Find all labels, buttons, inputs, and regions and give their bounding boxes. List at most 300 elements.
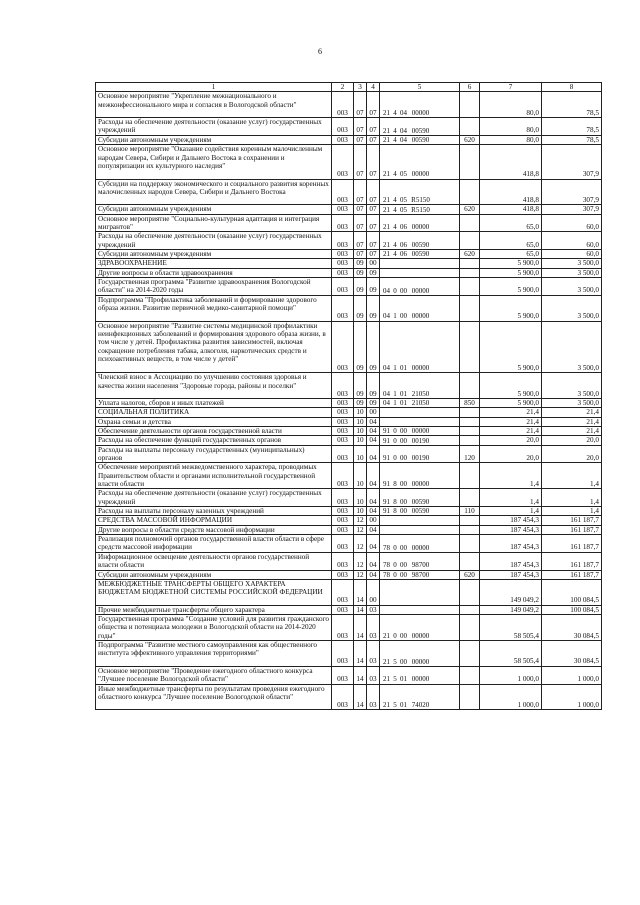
section-code: 09 [354, 373, 367, 399]
subprogram-code: 4 [393, 240, 397, 249]
amount-col8: 60,0 [542, 214, 602, 232]
main-activity-code: 05 [400, 196, 407, 205]
table-row [96, 408, 602, 417]
expense-type-code [460, 417, 480, 426]
admin-code: 003 [332, 259, 354, 268]
direction-code: 98700 [411, 561, 430, 570]
subprogram-code: 8 [393, 507, 397, 516]
amount-col8: 3 500,0 [542, 278, 602, 296]
program-code: 04 [383, 312, 390, 321]
amount-col7: 21,4 [480, 417, 542, 426]
subsection-code: 04 [367, 445, 380, 463]
target-article-code [380, 489, 460, 507]
row-name: Иные межбюджетные трансферты по результатам проведения ежегодного областного конкурса "Лучшее поселение Вологодской области" [96, 684, 332, 710]
expense-type-code [460, 615, 480, 641]
table-row [96, 535, 602, 553]
admin-code: 003 [332, 398, 354, 407]
direction-code: 00000 [411, 543, 430, 552]
subprogram-code: 1 [393, 364, 397, 373]
admin-code: 003 [332, 321, 354, 373]
row-name: ЗДРАВООХРАНЕНИЕ [96, 259, 332, 268]
row-name: Расходы на обеспечение деятельности (оказание услуг) государственных учреждений [96, 118, 332, 136]
table-row [96, 579, 602, 605]
section-code: 07 [354, 232, 367, 250]
subprogram-code: 0 [393, 286, 397, 295]
admin-code: 003 [332, 666, 354, 684]
section-code: 07 [354, 145, 367, 179]
admin-code: 003 [332, 579, 354, 605]
subsection-code: 04 [367, 427, 380, 436]
direction-code: 98700 [411, 570, 430, 579]
expense-type-code [460, 259, 480, 268]
table-row [96, 214, 602, 232]
amount-col8: 307,9 [542, 205, 602, 214]
table-row [96, 463, 602, 489]
subsection-code: 07 [367, 232, 380, 250]
column-number: 1 [96, 83, 332, 92]
amount-col7: 187 454,3 [480, 516, 542, 525]
main-activity-code: 06 [400, 223, 407, 232]
subsection-code: 09 [367, 295, 380, 321]
admin-code: 003 [332, 268, 354, 277]
amount-col8: 3 500,0 [542, 373, 602, 399]
row-name: Субсидии автономным учреждениям [96, 570, 332, 579]
section-code: 10 [354, 408, 367, 417]
row-name: Субсидии автономным учреждениям [96, 205, 332, 214]
admin-code: 003 [332, 445, 354, 463]
amount-col7: 187 454,3 [480, 552, 542, 570]
expense-type-code: 120 [460, 445, 480, 463]
subprogram-code: 4 [393, 109, 397, 118]
expense-type-code [460, 516, 480, 525]
table-row [96, 427, 602, 436]
program-code: 04 [383, 399, 390, 408]
target-article-code [380, 463, 460, 489]
amount-col7: 418,8 [480, 179, 542, 205]
main-activity-code: 05 [400, 205, 407, 214]
column-number: 7 [480, 83, 542, 92]
section-code: 12 [354, 552, 367, 570]
program-code: 21 [383, 223, 390, 232]
direction-code: 00590 [411, 240, 430, 249]
table-row [96, 295, 602, 321]
direction-code: R5150 [411, 205, 430, 214]
amount-col7: 5 900,0 [480, 268, 542, 277]
column-number: 3 [354, 83, 367, 92]
admin-code: 003 [332, 463, 354, 489]
target-article-code [380, 427, 460, 436]
expense-type-code [460, 436, 480, 445]
row-name: Другие вопросы в области средств массовой информации [96, 525, 332, 534]
section-code: 12 [354, 525, 367, 534]
program-code: 21 [383, 205, 390, 214]
main-activity-code: 00 [400, 570, 407, 579]
section-code: 07 [354, 92, 367, 118]
table-row [96, 666, 602, 684]
program-code: 21 [383, 631, 390, 640]
section-code: 12 [354, 535, 367, 553]
expense-type-code [460, 268, 480, 277]
amount-col7: 1,4 [480, 489, 542, 507]
subsection-code: 09 [367, 321, 380, 373]
expense-type-code [460, 321, 480, 373]
main-activity-code: 06 [400, 240, 407, 249]
section-code: 14 [354, 579, 367, 605]
amount-col7: 58 505,4 [480, 641, 542, 667]
amount-col7: 20,0 [480, 445, 542, 463]
table-row [96, 205, 602, 214]
row-name: Основное мероприятие "Оказание содействия коренным малочисленным народам Севера, Сибири и Дальнего Востока в сохранении и популяризации их культурного наследия" [96, 145, 332, 179]
table-row [96, 259, 602, 268]
amount-col7: 65,0 [480, 232, 542, 250]
row-name: Расходы на обеспечение функций государственных органов [96, 436, 332, 445]
main-activity-code: 00 [400, 507, 407, 516]
expense-type-code [460, 666, 480, 684]
subprogram-code: 0 [393, 436, 397, 445]
amount-col8: 100 084,5 [542, 605, 602, 614]
row-name: Государственная программа "Создание условий для развития гражданского общества и потенциала молодежи в Вологодской области на 2014-2020 годы" [96, 615, 332, 641]
table-row [96, 417, 602, 426]
row-name: Подпрограмма "Развитие местного самоуправления как общественного института эффективного управления территориями" [96, 641, 332, 667]
subsection-code: 09 [367, 373, 380, 399]
expense-type-code [460, 92, 480, 118]
row-name: Расходы на обеспечение деятельности (оказание услуг) государственных учреждений [96, 489, 332, 507]
subprogram-code: 1 [393, 389, 397, 398]
admin-code: 003 [332, 507, 354, 516]
direction-code: 00000 [411, 170, 430, 179]
amount-col7: 149 049,2 [480, 605, 542, 614]
section-code: 10 [354, 507, 367, 516]
admin-code: 003 [332, 295, 354, 321]
admin-code: 003 [332, 427, 354, 436]
amount-col7: 1,4 [480, 507, 542, 516]
section-code: 10 [354, 463, 367, 489]
amount-col7: 5 900,0 [480, 321, 542, 373]
section-code: 07 [354, 250, 367, 259]
table-row [96, 684, 602, 710]
section-code: 09 [354, 268, 367, 277]
amount-col8: 1,4 [542, 507, 602, 516]
target-article-code [380, 516, 460, 525]
target-article-code [380, 278, 460, 296]
target-article-code [380, 641, 460, 667]
main-activity-code: 01 [400, 364, 407, 373]
amount-col7: 5 900,0 [480, 373, 542, 399]
admin-code: 003 [332, 278, 354, 296]
amount-col8: 60,0 [542, 232, 602, 250]
row-name: Основное мероприятие "Проведение ежегодного областного конкурса "Лучшее поселение Вологодской области" [96, 666, 332, 684]
program-code: 78 [383, 561, 390, 570]
expense-type-code: 110 [460, 507, 480, 516]
target-article-code [380, 214, 460, 232]
table-row [96, 232, 602, 250]
direction-code: 00000 [411, 286, 430, 295]
amount-col8: 161 187,7 [542, 516, 602, 525]
program-code: 78 [383, 543, 390, 552]
admin-code: 003 [332, 615, 354, 641]
expense-type-code [460, 427, 480, 436]
amount-col7: 5 900,0 [480, 278, 542, 296]
amount-col7: 1,4 [480, 463, 542, 489]
admin-code: 003 [332, 408, 354, 417]
subprogram-code: 0 [393, 631, 397, 640]
table-row [96, 278, 602, 296]
row-name: Расходы на выплаты персоналу государственных (муниципальных) органов [96, 445, 332, 463]
section-code: 14 [354, 615, 367, 641]
admin-code: 003 [332, 118, 354, 136]
main-activity-code: 00 [400, 561, 407, 570]
table-row [96, 525, 602, 534]
row-name: Членский взнос в Ассоциацию по улучшению состояния здоровья и качества жизни населения "Здоровые города, районы и поселки" [96, 373, 332, 399]
table-row [96, 516, 602, 525]
main-activity-code: 01 [400, 701, 407, 710]
row-name: Реализация полномочий органов государственной власти области в сфере средств массовой информации [96, 535, 332, 553]
amount-col8: 21,4 [542, 408, 602, 417]
subprogram-code: 0 [393, 561, 397, 570]
section-code: 07 [354, 214, 367, 232]
subsection-code: 04 [367, 417, 380, 426]
amount-col8: 3 500,0 [542, 295, 602, 321]
target-article-code [380, 615, 460, 641]
subsection-code: 04 [367, 570, 380, 579]
main-activity-code: 04 [400, 136, 407, 145]
target-article-code [380, 579, 460, 605]
amount-col8: 307,9 [542, 179, 602, 205]
column-number: 8 [542, 83, 602, 92]
subsection-code: 09 [367, 398, 380, 407]
subsection-code: 09 [367, 268, 380, 277]
table-row [96, 118, 602, 136]
expense-type-code [460, 373, 480, 399]
amount-col8: 60,0 [542, 250, 602, 259]
subsection-code: 03 [367, 641, 380, 667]
table-row [96, 436, 602, 445]
amount-col7: 80,0 [480, 92, 542, 118]
subsection-code: 07 [367, 205, 380, 214]
subsection-code: 03 [367, 615, 380, 641]
direction-code: 00000 [411, 480, 430, 489]
section-code: 14 [354, 684, 367, 710]
admin-code: 003 [332, 214, 354, 232]
direction-code: 00000 [411, 364, 430, 373]
subprogram-code: 4 [393, 136, 397, 145]
expense-type-code [460, 179, 480, 205]
subsection-code: 03 [367, 605, 380, 614]
target-article-code [380, 666, 460, 684]
subsection-code: 07 [367, 179, 380, 205]
section-code: 09 [354, 321, 367, 373]
target-article-code [380, 552, 460, 570]
amount-col8: 161 187,7 [542, 570, 602, 579]
expense-type-code [460, 605, 480, 614]
direction-code: 21050 [411, 399, 430, 408]
subsection-code: 07 [367, 118, 380, 136]
program-code: 21 [383, 701, 390, 710]
row-name: Расходы на выплаты персоналу казенных учреждений [96, 507, 332, 516]
section-code: 10 [354, 417, 367, 426]
direction-code: 00590 [411, 498, 430, 506]
main-activity-code: 00 [400, 312, 407, 321]
row-name: СОЦИАЛЬНАЯ ПОЛИТИКА [96, 408, 332, 417]
table-row [96, 507, 602, 516]
amount-col7: 20,0 [480, 436, 542, 445]
main-activity-code: 01 [400, 389, 407, 398]
program-code: 91 [383, 480, 390, 489]
target-article-code [380, 268, 460, 277]
program-code: 21 [383, 657, 390, 666]
expense-type-code: 620 [460, 205, 480, 214]
admin-code: 003 [332, 135, 354, 144]
direction-code: 00190 [411, 436, 430, 445]
amount-col8: 1,4 [542, 463, 602, 489]
main-activity-code: 00 [400, 631, 407, 640]
expense-type-code [460, 684, 480, 710]
admin-code: 003 [332, 232, 354, 250]
amount-col7: 418,8 [480, 205, 542, 214]
section-code: 14 [354, 666, 367, 684]
amount-col8: 3 500,0 [542, 321, 602, 373]
subprogram-code: 4 [393, 205, 397, 214]
subprogram-code: 4 [393, 250, 397, 259]
main-activity-code: 00 [400, 543, 407, 552]
row-name: Расходы на обеспечение деятельности (оказание услуг) государственных учреждений [96, 232, 332, 250]
section-code: 14 [354, 605, 367, 614]
amount-col7: 418,8 [480, 145, 542, 179]
target-article-code [380, 525, 460, 534]
column-number: 2 [332, 83, 354, 92]
subprogram-code: 0 [393, 570, 397, 579]
section-code: 10 [354, 436, 367, 445]
section-code: 07 [354, 205, 367, 214]
main-activity-code: 00 [400, 657, 407, 666]
section-code: 09 [354, 278, 367, 296]
amount-col8: 1,4 [542, 489, 602, 507]
admin-code: 003 [332, 250, 354, 259]
direction-code: 00000 [411, 109, 430, 118]
table-row [96, 268, 602, 277]
subprogram-code: 8 [393, 498, 397, 506]
budget-table [95, 82, 602, 710]
row-name: Основное мероприятие "Развитие системы медицинской профилактики неинфекционных заболеваний и формирования здорового образа жизни, в том числе у детей. Профилактика развития зависимостей, включая сокращение потребления табака, алкоголя, наркотических средств и психоактивных веществ, в том числе у детей" [96, 321, 332, 373]
row-name: МЕЖБЮДЖЕТНЫЕ ТРАНСФЕРТЫ ОБЩЕГО ХАРАКТЕРА БЮДЖЕТАМ БЮДЖЕТНОЙ СИСТЕМЫ РОССИЙСКОЙ ФЕДЕРАЦИИ [96, 579, 332, 605]
direction-code: 00590 [411, 250, 430, 259]
section-code: 10 [354, 445, 367, 463]
program-code: 91 [383, 498, 390, 506]
amount-col7: 80,0 [480, 118, 542, 136]
subsection-code: 04 [367, 535, 380, 553]
table-row [96, 605, 602, 614]
subprogram-code: 1 [393, 399, 397, 408]
amount-col7: 187 454,3 [480, 570, 542, 579]
main-activity-code: 01 [400, 675, 407, 684]
expense-type-code [460, 641, 480, 667]
column-number: 4 [367, 83, 380, 92]
amount-col7: 5 900,0 [480, 259, 542, 268]
admin-code: 003 [332, 145, 354, 179]
table-row [96, 179, 602, 205]
page-number: 6 [318, 47, 322, 56]
target-article-code [380, 684, 460, 710]
expense-type-code: 620 [460, 570, 480, 579]
target-article-code [380, 535, 460, 553]
amount-col7: 149 049,2 [480, 579, 542, 605]
subsection-code: 04 [367, 489, 380, 507]
amount-col8: 20,0 [542, 445, 602, 463]
target-article-code [380, 232, 460, 250]
program-code: 21 [383, 109, 390, 118]
subsection-code: 04 [367, 525, 380, 534]
amount-col8: 161 187,7 [542, 535, 602, 553]
direction-code: 00590 [411, 126, 430, 135]
subsection-code: 03 [367, 666, 380, 684]
subsection-code: 00 [367, 579, 380, 605]
subsection-code: 09 [367, 278, 380, 296]
amount-col7: 21,4 [480, 427, 542, 436]
section-code: 07 [354, 135, 367, 144]
subprogram-code: 5 [393, 657, 397, 666]
subprogram-code: 4 [393, 223, 397, 232]
row-name: Основное мероприятие "Укрепление межнационального и межконфессионального мира и согласия в Вологодской области" [96, 92, 332, 118]
program-code: 04 [383, 389, 390, 398]
amount-col8: 30 084,5 [542, 641, 602, 667]
subsection-code: 00 [367, 408, 380, 417]
row-name: Субсидии автономным учреждениям [96, 135, 332, 144]
subsection-code: 07 [367, 92, 380, 118]
admin-code: 003 [332, 641, 354, 667]
target-article-code [380, 295, 460, 321]
target-article-code [380, 321, 460, 373]
main-activity-code: 01 [400, 399, 407, 408]
main-activity-code: 06 [400, 250, 407, 259]
amount-col8: 1 000,0 [542, 684, 602, 710]
column-number: 6 [460, 83, 480, 92]
table-row [96, 641, 602, 667]
target-article-code [380, 179, 460, 205]
amount-col8: 78,5 [542, 92, 602, 118]
target-article-code [380, 605, 460, 614]
amount-col7: 5 900,0 [480, 295, 542, 321]
section-code: 10 [354, 489, 367, 507]
row-name: Субсидии автономным учреждениям [96, 250, 332, 259]
table-row [96, 615, 602, 641]
direction-code: 00590 [411, 136, 430, 145]
table-row [96, 145, 602, 179]
section-code: 09 [354, 295, 367, 321]
admin-code: 003 [332, 605, 354, 614]
row-name: СРЕДСТВА МАССОВОЙ ИНФОРМАЦИИ [96, 516, 332, 525]
direction-code: R5150 [411, 196, 430, 205]
admin-code: 003 [332, 552, 354, 570]
section-code: 09 [354, 398, 367, 407]
amount-col8: 100 084,5 [542, 579, 602, 605]
section-code: 12 [354, 516, 367, 525]
row-name: Другие вопросы в области здравоохранения [96, 268, 332, 277]
expense-type-code [460, 579, 480, 605]
table-row [96, 552, 602, 570]
direction-code: 00000 [411, 657, 430, 666]
main-activity-code: 00 [400, 498, 407, 506]
admin-code: 003 [332, 684, 354, 710]
main-activity-code: 00 [400, 480, 407, 489]
program-code: 91 [383, 427, 390, 436]
table-row [96, 445, 602, 463]
target-article-code [380, 145, 460, 179]
amount-col7: 58 505,4 [480, 615, 542, 641]
target-article-code [380, 259, 460, 268]
amount-col7: 187 454,3 [480, 535, 542, 553]
target-article-code [380, 417, 460, 426]
subsection-code: 00 [367, 259, 380, 268]
